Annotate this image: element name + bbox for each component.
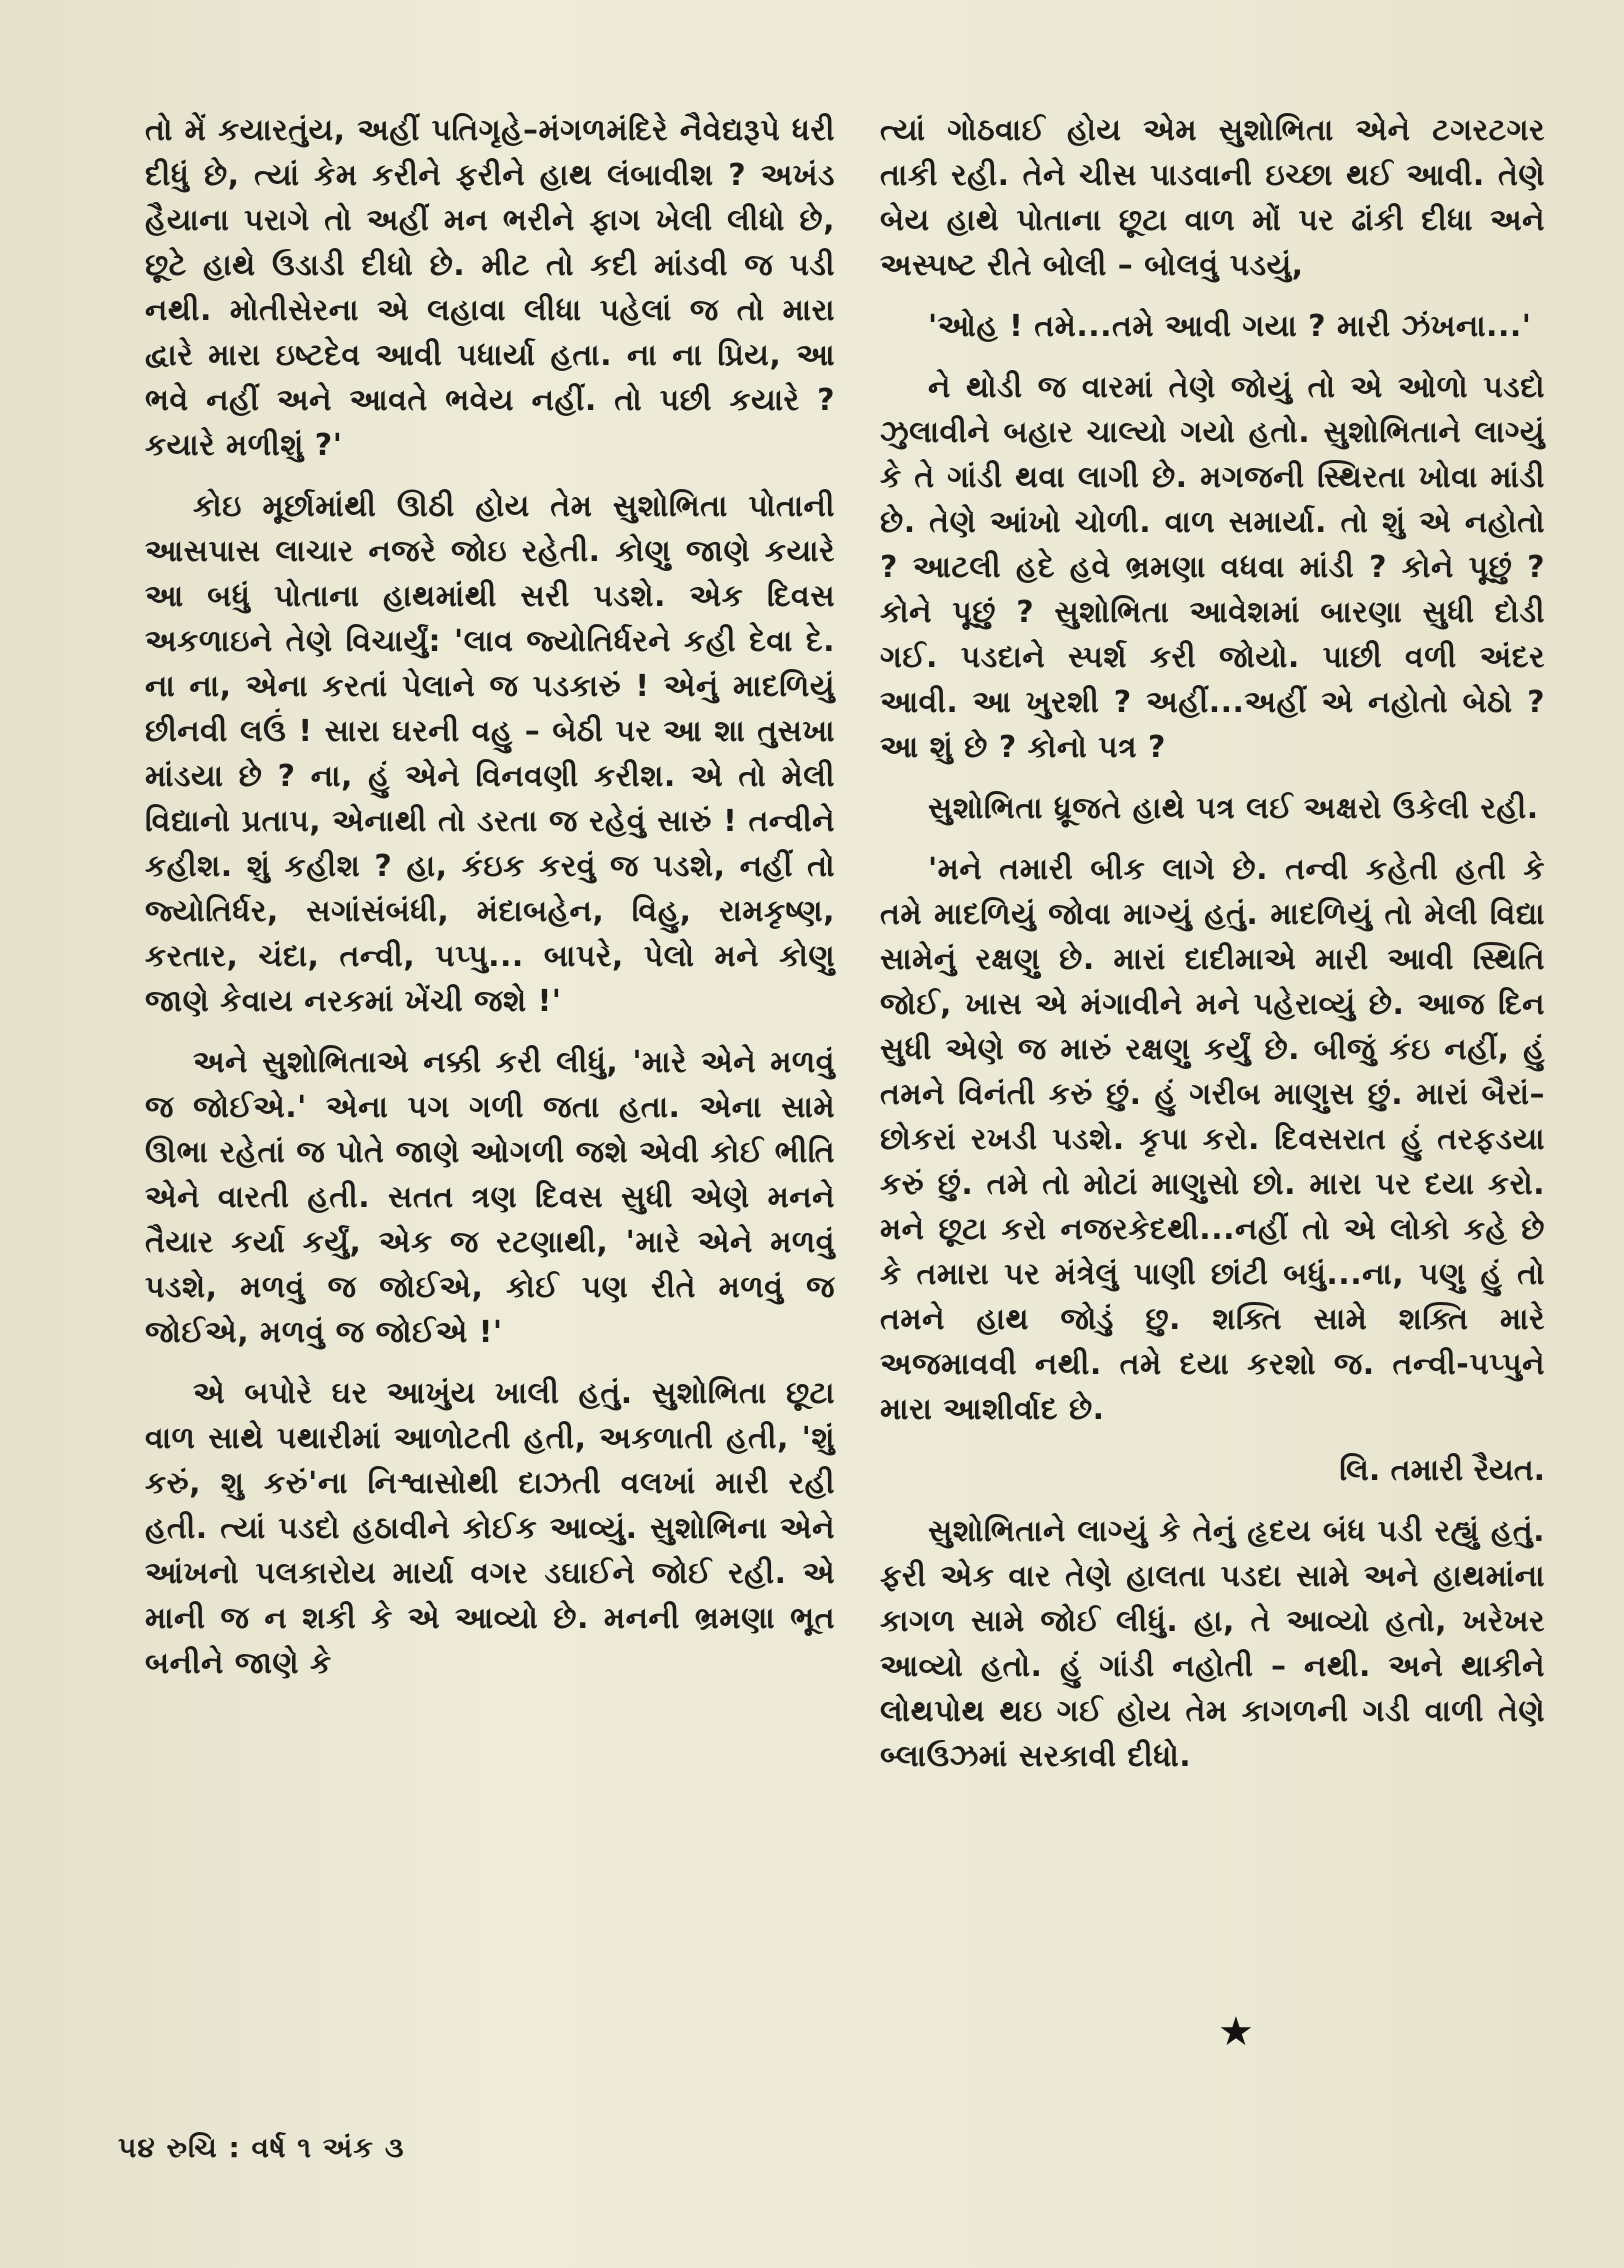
closing-paragraph: સુશોભિતાને લાગ્યું કે તેનું હૃદય બંધ પડી રહ્યું હતું. ફરી એક વાર તેણે હાલતા પડદા સામે અને હાથમાંના કાગળ સામે જોઈ લીધું. હા, તે આવ્યો હતો, ખરેખર આવ્યો હતો. હું ગાંડી નહોતી – નથી. અને થાકીને લોથપોથ થઇ ગઈ હોય તેમ કાગળની ગડી વાળી તેણે બ્લાઉઝમાં સરકાવી દીધો. [880, 1514, 1545, 1774]
story-paragraph: 'ઓહ ! તમે...તમે આવી ગયા ? મારી ઝંખના...' [928, 309, 1532, 344]
right-column [880, 108, 1545, 1795]
story-paragraph: કોઇ મૂર્છામાંથી ઊઠી હોય તેમ સુશોભિતા પોતાની આસપાસ લાચાર નજરે જોઇ રહેતી. કોણુ જાણે કયારે આ બધું પોતાના હાથમાંથી સરી પડશે. એક દિવસ અકળાઇને તેણે વિચાર્યું: 'લાવ જ્યોતિર્ધરને કહી દેવા દે. ના ના, એના કરતાં પેલાને જ પડકારું ! એનું માદળિયું છીનવી લઉં ! સારા ઘરની વહુ – બેઠી પર આ શા તુસખા માંડયા છે ? ના, હું એને વિનવણી કરીશ. એ તો મેલી વિદ્યાનો પ્રતાપ, એનાથી તો ડરતા જ રહેવું સારું ! તન્વીને કહીશ. શું કહીશ ? હા, કંઇક કરવું જ પડશે, નહીં તો જ્યોતિર્ધર, સગાંસંબંધી, મંદાબહેન, વિહુ, રામકૃષ્ણ, કરતાર, ચંદા, તન્વી, પપ્પુ... બાપરે, પેલો મને કોણુ જાણે કેવાય નરકમાં ખેંચી જશે !' [145, 489, 835, 1019]
story-paragraph: એ બપોરે ઘર આખુંય ખાલી હતું. સુશોભિતા છૂટા વાળ સાથે પથારીમાં આળોટતી હતી, અકળાતી હતી, 'શું કરું, શુ કરું'ના નિશ્વાસોથી દાઝતી વલખાં મારી રહી હતી. ત્યાં પડદો હઠાવીને કોઈક આવ્યું. સુશોભિના એને આંખનો પલકારોય માર્યા વગર ડઘાઈને જોઈ રહી. એ માની જ ન શકી કે એ આવ્યો છે. મનની ભ્રમણા ભૂત બનીને જાણે કે [145, 1376, 835, 1681]
story-paragraph: ને થોડી જ વારમાં તેણે જોયું તો એ ઓળો પડદો ઝુલાવીને બહાર ચાલ્યો ગયો હતો. સુશોભિતાને લાગ્યું કે તે ગાંડી થવા લાગી છે. મગજની સ્થિરતા ખોવા માંડી છે. તેણે આંખો ચોળી. વાળ સમાર્યા. તો શું એ નહોતો ? આટલી હદે હવે ભ્રમણા વધવા માંડી ? કોને પૂછું ? કોને પૂછું ? સુશોભિતા આવેશમાં બારણા સુધી દોડી ગઈ. પડદાને સ્પર્શ કરી જોયો. પાછી વળી અંદર આવી. આ ખુરશી ? અહીં...અહીં એ નહોતો બેઠો ? આ શું છે ? કોનો પત્ર ? [880, 370, 1545, 765]
story-paragraph: સુશોભિતા ધ્રૂજતે હાથે પત્ર લઈ અક્ષરો ઉકેલી રહી. [928, 791, 1539, 826]
story-paragraph: અને સુશોભિતાએ નક્કી કરી લીધું, 'મારે એને મળવું જ જોઈએ.' એના પગ ગળી જતા હતા. એના સામે ઊભા રહેતાં જ પોતે જાણે ઓગળી જશે એવી કોઈ ભીતિ એને વારતી હતી. સતત ત્રણ દિવસ સુધી એણે મનને તૈયાર કર્યા કર્યું, એક જ રટણાથી, 'મારે એને મળવું પડશે, મળવું જ જોઈએ, કોઈ પણ રીતે મળવું જ જોઈએ, મળવું જ જોઈએ !' [145, 1045, 835, 1350]
star-icon: ★ [1218, 2009, 1254, 2055]
letter-signature: લિ. તમારી રૈયત. [1339, 1453, 1545, 1488]
left-column [145, 108, 835, 1702]
story-paragraph: તો મેં કયારતુંય, અહીં પતિગૃહે–મંગળમંદિરે નૈવેદ્યરૂપે ધરી દીધું છે, ત્યાં કેમ કરીને ફરીને હાથ લંબાવીશ ? અખંડ હૈયાના પરાગે તો અહીં મન ભરીને ફાગ ખેલી લીધો છે, છૂટે હાથે ઉડાડી દીધો છે. મીટ તો કદી માંડવી જ પડી નથી. મોતીસેરના એ લહાવા લીધા પહેલાં જ તો મારા દ્વારે મારા ઇષ્ટદેવ આવી પધાર્યા હતા. ના ના પ્રિય, આ ભવે નહીં અને આવતે ભવેય નહીં. તો પછી કયારે ? કયારે મળીશું ?' [145, 113, 835, 463]
story-paragraph: ત્યાં ગોઠવાઈ હોય એમ સુશોભિતા એને ટગરટગર તાકી રહી. તેને ચીસ પાડવાની ઇચ્છા થઈ આવી. તેણે બેય હાથે પોતાના છૂટા વાળ મોં પર ઢાંકી દીધા અને અસ્પષ્ટ રીતે બોલી – બોલવું પડયું, [880, 113, 1545, 283]
letter-paragraph: 'મને તમારી બીક લાગે છે. તન્વી કહેતી હતી કે તમે માદળિયું જોવા માગ્યું હતું. માદળિયું તો મેલી વિદ્યા સામેનું રક્ષણુ છે. મારાં દાદીમાએ મારી આવી સ્થિતિ જોઈ, ખાસ એ મંગાવીને મને પહેરાવ્યું છે. આજ દિન સુધી એણે જ મારું રક્ષણુ કર્યું છે. બીજું કંઇ નહીં, હું તમને વિનંતી કરું છું. હું ગરીબ માણુસ છું. મારાં બૈરાં–છોકરાં રખડી પડશે. કૃપા કરો. દિવસરાત હું તરફડયા કરું છું. તમે તો મોટાં માણુસો છો. મારા પર દયા કરો. મને છૂટા કરો નજરકેદથી...નહીં તો એ લોકો કહે છે કે તમારા પર મંત્રેલું પાણી છાંટી બધું...ના, પણુ હું તો તમને હાથ જોડું છુ. શક્તિ સામે શક્તિ મારે અજમાવવી નથી. તમે દયા કરશો જ. તન્વી-પપ્પુને મારા આશીર્વાદ છે. [880, 852, 1545, 1427]
page-footer: ૫૪ રુચિ : વર્ષ ૧ અંક ૩ [118, 2131, 405, 2164]
